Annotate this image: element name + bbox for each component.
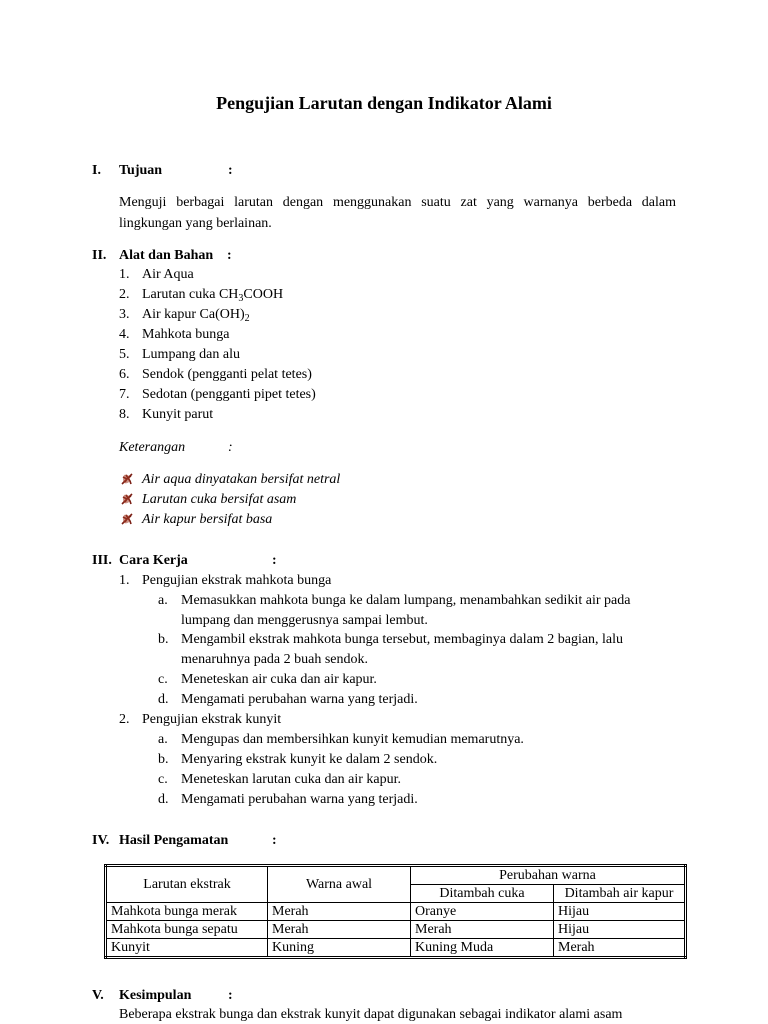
section-1-number: I. — [92, 163, 101, 178]
section-1-heading: Tujuan — [119, 163, 163, 178]
table-row — [106, 921, 686, 939]
material-item-text: Sedotan (pengganti pipet tetes) — [142, 387, 316, 402]
leaf-bullet-icon — [121, 473, 133, 485]
section-2-colon: : — [227, 248, 232, 263]
step-number: 2. — [119, 712, 130, 727]
section-5-colon: : — [228, 988, 233, 1003]
table-cell: Hijau — [554, 921, 686, 939]
table-header-cell: Warna awal — [268, 866, 411, 903]
section-3-colon: : — [272, 553, 277, 568]
table-cell: Hijau — [554, 903, 686, 921]
substep-letter: b. — [158, 632, 169, 647]
section-3-number: III. — [92, 553, 112, 568]
section-4-number: IV. — [92, 833, 110, 848]
material-item-text: Air kapur $Ca(OH)_2$ — [142, 307, 250, 324]
table-cell: Kuning — [268, 939, 411, 958]
table-cell: Oranye — [411, 903, 554, 921]
substep-letter: c. — [158, 772, 168, 787]
step-number: 1. — [119, 573, 130, 588]
section-1-colon: : — [228, 163, 233, 178]
note-colon: : — [228, 440, 233, 455]
section-4-heading: Hasil Pengamatan — [119, 833, 229, 848]
note-item: Larutan cuka bersifat asam — [142, 492, 297, 507]
substep-text: Meneteskan air cuka dan air kapur. — [181, 672, 377, 687]
note-item: Air aqua dinyatakan bersifat netral — [142, 472, 341, 487]
substep-text: Mengamati perubahan warna yang terjadi. — [181, 792, 418, 807]
table-header-row — [106, 866, 686, 885]
table-cell: Mahkota bunga merak — [106, 903, 268, 921]
substep-text: lumpang dan menggerusnya sampai lembut. — [181, 613, 428, 628]
table-cell: Merah — [268, 903, 411, 921]
substep-text: Memasukkan mahkota bunga ke dalam lumpang, menambahkan sedikit air pada — [181, 593, 631, 608]
table-row — [106, 903, 686, 921]
note-label: Keterangan — [119, 440, 186, 455]
substep-letter: c. — [158, 672, 168, 687]
material-item-text: Lumpang dan alu — [142, 347, 240, 362]
material-item: 1. — [119, 267, 130, 282]
section-4-colon: : — [272, 833, 277, 848]
section-5-number: V. — [92, 988, 104, 1003]
material-item-text: Air Aqua — [142, 267, 194, 282]
material-item: 6. — [119, 367, 130, 382]
step-text: Pengujian ekstrak mahkota bunga — [142, 573, 332, 588]
section-2-heading: Alat dan Bahan — [119, 248, 214, 263]
section-5-text: Beberapa ekstrak bunga dan ekstrak kunyit dapat digunakan sebagai indikator alami asam — [119, 1007, 623, 1022]
substep-text: Mengupas dan membersihkan kunyit kemudian memarutnya. — [181, 732, 524, 747]
material-item: 3. — [119, 307, 130, 322]
table-cell: Merah — [411, 921, 554, 939]
material-item: 7. — [119, 387, 130, 402]
substep-letter: a. — [158, 593, 168, 608]
material-item: 8. — [119, 407, 130, 422]
section-5-heading: Kesimpulan — [119, 988, 192, 1003]
section-2-number: II. — [92, 248, 107, 263]
table-header-cell: Larutan ekstrak — [106, 866, 268, 903]
table-cell: Kunyit — [106, 939, 268, 958]
material-item-text: Mahkota bunga — [142, 327, 230, 342]
substep-text: menaruhnya pada 2 buah sendok. — [181, 652, 368, 667]
substep-text: Mengambil ekstrak mahkota bunga tersebut, membaginya dalam 2 bagian, lalu — [181, 632, 624, 647]
leaf-bullet-icon — [121, 493, 133, 505]
material-item: 5. — [119, 347, 130, 362]
substep-letter: d. — [158, 692, 169, 707]
leaf-bullet-icon — [121, 513, 133, 525]
step-text: Pengujian ekstrak kunyit — [142, 712, 282, 727]
substep-letter: a. — [158, 732, 168, 747]
material-item-text: Kunyit parut — [142, 407, 214, 422]
page-title: Pengujian Larutan dengan Indikator Alami — [216, 93, 552, 113]
material-item-text: Larutan cuka $CH_3COOH$ — [142, 287, 284, 304]
material-item: 2. — [119, 287, 130, 302]
table-cell: Merah — [268, 921, 411, 939]
substep-letter: b. — [158, 752, 169, 767]
table-header-cell: Perubahan warna — [411, 866, 686, 885]
material-item: 4. — [119, 327, 130, 342]
section-3-heading: Cara Kerja — [119, 553, 188, 568]
table-header-cell: Ditambah cuka — [411, 885, 554, 903]
observation-table — [104, 864, 687, 959]
table-cell: Merah — [554, 939, 686, 958]
table-cell: Mahkota bunga sepatu — [106, 921, 268, 939]
section-1-text: Menguji berbagai larutan dengan menggunakan suatu zat yang warnanya berbeda dalam lingkungan yang berlainan. — [119, 195, 676, 231]
note-item: Air kapur bersifat basa — [142, 512, 273, 527]
substep-text: Meneteskan larutan cuka dan air kapur. — [181, 772, 402, 787]
material-item-text: Sendok (pengganti pelat tetes) — [142, 367, 312, 382]
table-cell: Kuning Muda — [411, 939, 554, 958]
substep-letter: d. — [158, 792, 169, 807]
substep-text: Mengamati perubahan warna yang terjadi. — [181, 692, 418, 707]
table-row — [106, 939, 686, 958]
substep-text: Menyaring ekstrak kunyit ke dalam 2 sendok. — [181, 752, 438, 767]
table-header-cell: Ditambah air kapur — [554, 885, 686, 903]
